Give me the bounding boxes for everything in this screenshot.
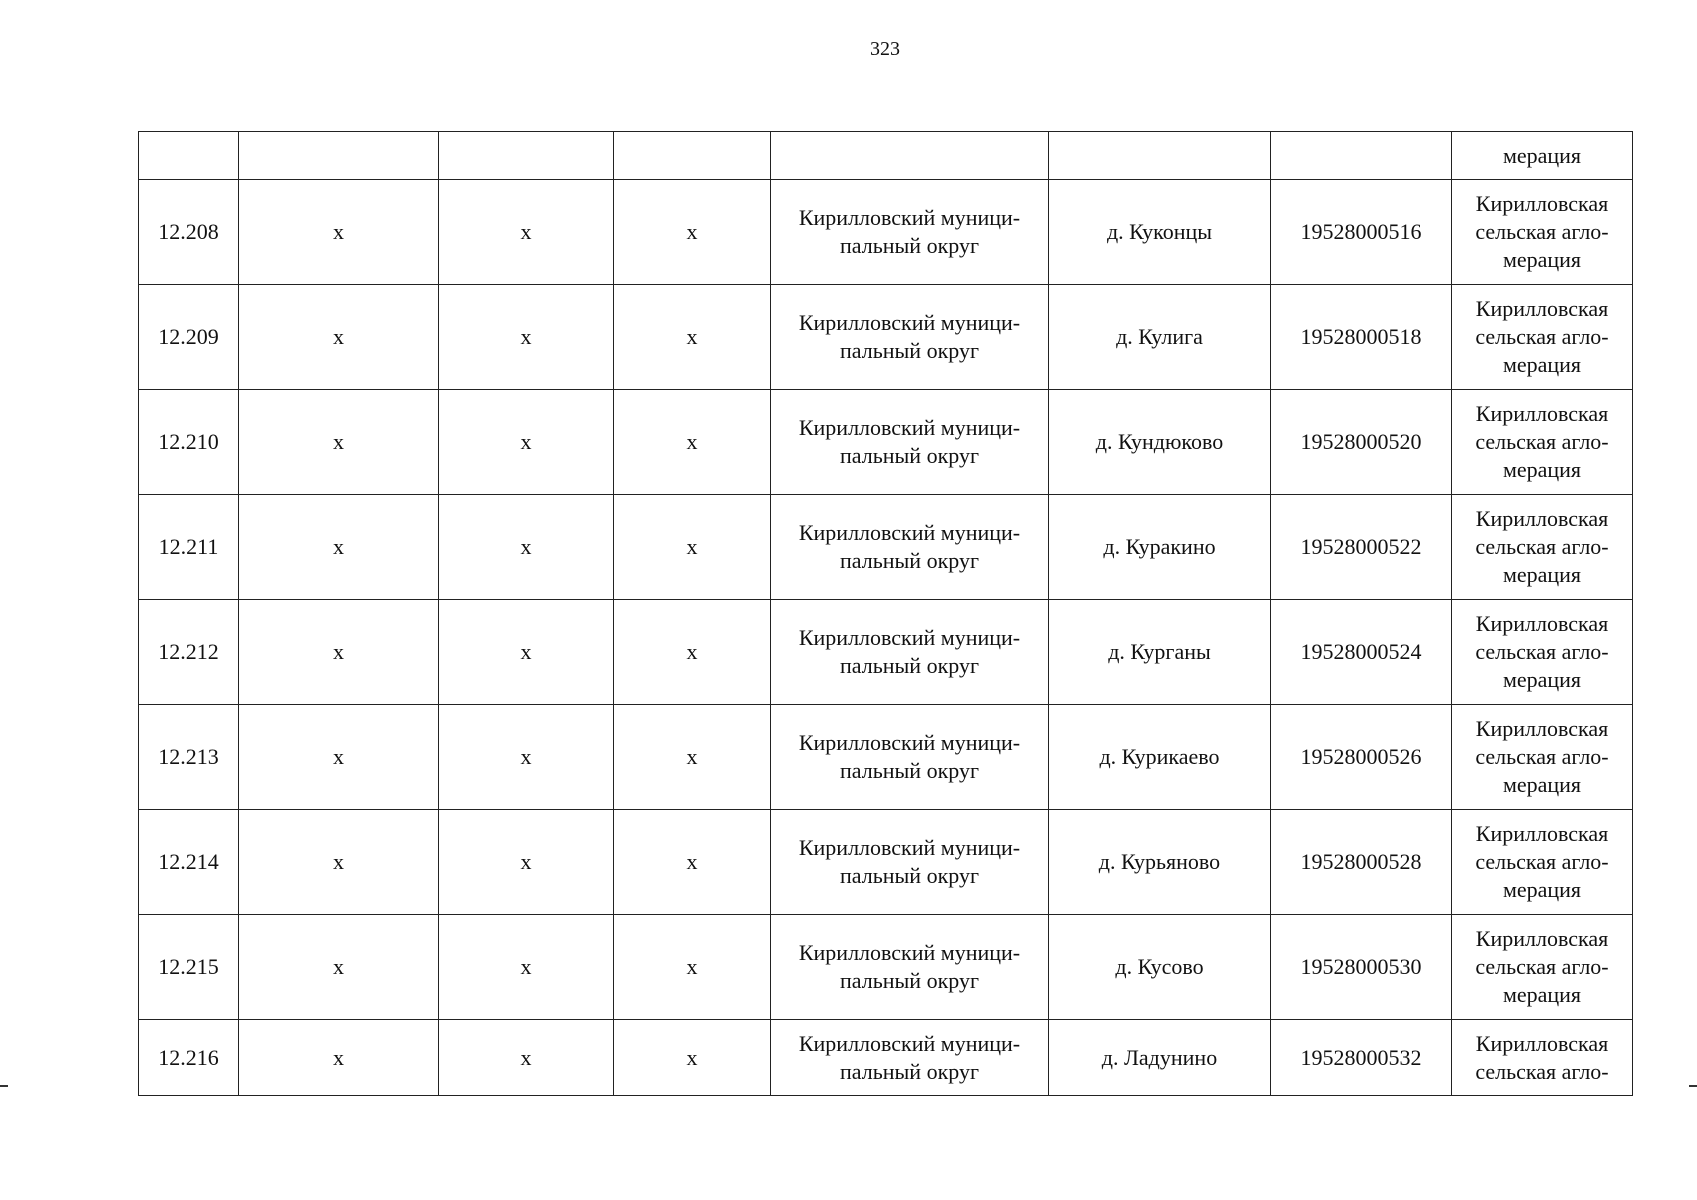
settlement-name: д. Кундюково	[1049, 390, 1271, 495]
agglomeration-name: Кирилловская сельская агло- мерация	[1452, 495, 1633, 600]
settlement-name: д. Курганы	[1049, 600, 1271, 705]
column-3-value: x	[439, 810, 614, 915]
oktmo-code: 19528000522	[1271, 495, 1452, 600]
table-row	[139, 495, 1633, 600]
header-cell	[439, 132, 614, 180]
table-row	[139, 1020, 1633, 1096]
district-name: Кирилловский муници- пальный округ	[771, 495, 1049, 600]
column-4-value: x	[614, 705, 771, 810]
settlement-name: д. Кулига	[1049, 285, 1271, 390]
header-cell	[1049, 132, 1271, 180]
row-number: 12.213	[139, 705, 239, 810]
oktmo-code: 19528000526	[1271, 705, 1452, 810]
oktmo-code: 19528000524	[1271, 600, 1452, 705]
column-3-value: x	[439, 1020, 614, 1096]
column-2-value: x	[239, 495, 439, 600]
district-name: Кирилловский муници- пальный округ	[771, 1020, 1049, 1096]
column-2-value: x	[239, 180, 439, 285]
table-row	[139, 180, 1633, 285]
settlement-name: д. Куконцы	[1049, 180, 1271, 285]
row-number: 12.211	[139, 495, 239, 600]
column-2-value: x	[239, 600, 439, 705]
agglomeration-name: Кирилловская сельская агло- мерация	[1452, 600, 1633, 705]
column-2-value: x	[239, 915, 439, 1020]
column-4-value: x	[614, 1020, 771, 1096]
header-cell	[139, 132, 239, 180]
agglomeration-name: Кирилловская сельская агло- мерация	[1452, 180, 1633, 285]
row-number: 12.210	[139, 390, 239, 495]
header-cell	[771, 132, 1049, 180]
district-name: Кирилловский муници- пальный округ	[771, 285, 1049, 390]
oktmo-code: 19528000518	[1271, 285, 1452, 390]
district-name: Кирилловский муници- пальный округ	[771, 810, 1049, 915]
agglomeration-name: Кирилловская сельская агло- мерация	[1452, 705, 1633, 810]
header-cell	[239, 132, 439, 180]
column-3-value: x	[439, 285, 614, 390]
row-number: 12.214	[139, 810, 239, 915]
table-row	[139, 705, 1633, 810]
agglomeration-name: Кирилловская сельская агло- мерация	[1452, 810, 1633, 915]
margin-mark-right	[1689, 1085, 1697, 1087]
row-number: 12.212	[139, 600, 239, 705]
column-4-value: x	[614, 285, 771, 390]
oktmo-code: 19528000516	[1271, 180, 1452, 285]
column-3-value: x	[439, 600, 614, 705]
agglomeration-name: Кирилловская сельская агло-	[1452, 1020, 1633, 1096]
column-3-value: x	[439, 915, 614, 1020]
district-name: Кирилловский муници- пальный округ	[771, 180, 1049, 285]
column-3-value: x	[439, 495, 614, 600]
agglomeration-name: Кирилловская сельская агло- мерация	[1452, 915, 1633, 1020]
column-3-value: x	[439, 705, 614, 810]
table-row	[139, 600, 1633, 705]
table-row	[139, 285, 1633, 390]
column-2-value: x	[239, 390, 439, 495]
settlement-name: д. Кусово	[1049, 915, 1271, 1020]
column-2-value: x	[239, 285, 439, 390]
header-cell	[614, 132, 771, 180]
table-row	[139, 810, 1633, 915]
oktmo-code: 19528000530	[1271, 915, 1452, 1020]
column-3-value: x	[439, 390, 614, 495]
column-2-value: x	[239, 1020, 439, 1096]
district-name: Кирилловский муници- пальный округ	[771, 705, 1049, 810]
column-4-value: x	[614, 810, 771, 915]
column-4-value: x	[614, 915, 771, 1020]
header-row	[139, 132, 1633, 180]
district-name: Кирилловский муници- пальный округ	[771, 915, 1049, 1020]
district-name: Кирилловский муници- пальный округ	[771, 600, 1049, 705]
oktmo-code: 19528000528	[1271, 810, 1452, 915]
district-name: Кирилловский муници- пальный округ	[771, 390, 1049, 495]
agglomeration-name: Кирилловская сельская агло- мерация	[1452, 285, 1633, 390]
column-2-value: x	[239, 810, 439, 915]
oktmo-code: 19528000520	[1271, 390, 1452, 495]
header-cell	[1271, 132, 1452, 180]
column-4-value: x	[614, 390, 771, 495]
table-row	[139, 915, 1633, 1020]
column-4-value: x	[614, 495, 771, 600]
column-4-value: x	[614, 600, 771, 705]
page-number: 323	[870, 38, 900, 60]
column-4-value: x	[614, 180, 771, 285]
column-3-value: x	[439, 180, 614, 285]
settlement-name: д. Ладунино	[1049, 1020, 1271, 1096]
settlements-table	[138, 131, 1633, 1096]
row-number: 12.209	[139, 285, 239, 390]
column-2-value: x	[239, 705, 439, 810]
margin-mark-left	[0, 1085, 8, 1087]
settlement-name: д. Курьяново	[1049, 810, 1271, 915]
row-number: 12.215	[139, 915, 239, 1020]
settlement-name: д. Куракино	[1049, 495, 1271, 600]
table-row	[139, 390, 1633, 495]
agglomeration-name: Кирилловская сельская агло- мерация	[1452, 390, 1633, 495]
header-cell-agglomeration: мерация	[1452, 132, 1633, 180]
row-number: 12.208	[139, 180, 239, 285]
oktmo-code: 19528000532	[1271, 1020, 1452, 1096]
settlement-name: д. Курикаево	[1049, 705, 1271, 810]
row-number: 12.216	[139, 1020, 239, 1096]
